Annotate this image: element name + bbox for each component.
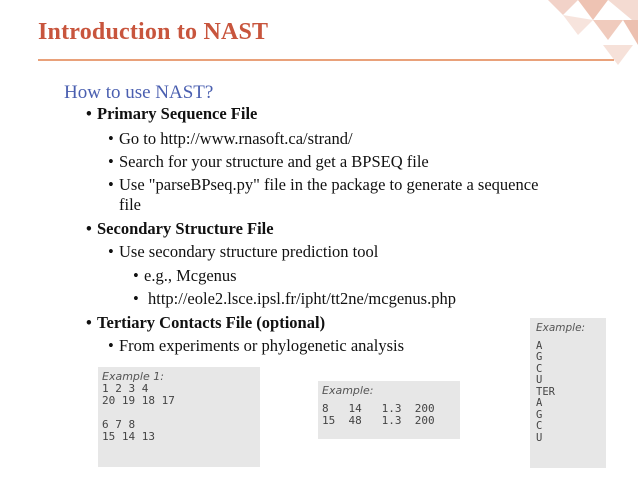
section-tertiary-heading: • Tertiary Contacts File (optional) <box>86 313 326 332</box>
example1-line: 20 19 18 17 <box>102 394 175 407</box>
example1-line: 6 7 8 <box>102 418 136 431</box>
example2-header: Example: <box>322 384 374 397</box>
list-item: • From experiments or phylogenetic analysis <box>108 336 405 355</box>
list-item: • Go to http://www.rnasoft.ca/strand/ <box>108 129 353 148</box>
example3-line: C <box>536 420 543 432</box>
example2-line: 15 48 1.3 200 <box>322 414 435 427</box>
example1-box <box>98 367 260 467</box>
example3-line: A <box>536 339 543 352</box>
example3-line: G <box>536 351 543 363</box>
example3-line: G <box>536 408 543 421</box>
slide-title: Introduction to NAST <box>38 19 269 45</box>
level0-bullet: How to use NAST? <box>64 82 214 103</box>
example3-header: Example: <box>536 322 586 334</box>
list-item: • Use "parseBPseq.py" file in the package to generate a sequence <box>108 175 539 194</box>
example3-line: TER <box>536 385 555 398</box>
example1-line: 1 2 3 4 <box>102 382 149 395</box>
example3-box <box>530 318 606 468</box>
example3-line: U <box>536 374 543 386</box>
bullet-dot: • <box>86 104 92 123</box>
example1-header: Example 1: <box>102 370 164 383</box>
example3-line: U <box>536 431 543 444</box>
example3-line: C <box>536 362 543 375</box>
list-item: • Search for your structure and get a BPSEQ file <box>108 152 429 171</box>
example3-line: A <box>536 397 543 409</box>
section-secondary-heading: • Secondary Structure File <box>86 219 274 238</box>
title-divider <box>38 59 614 61</box>
list-subitem: • http://eole2.lsce.ipsl.fr/ipht/tt2ne/mcgenus.php <box>133 289 456 308</box>
example2-line: 8 14 1.3 200 <box>322 402 435 415</box>
section-primary-heading: • Primary Sequence File <box>86 104 258 123</box>
list-item: • Use secondary structure prediction tool <box>108 242 379 261</box>
example2-box <box>318 381 460 439</box>
list-subitem: • e.g., Mcgenus <box>133 266 237 285</box>
list-item-continuation: file <box>119 195 141 214</box>
example1-line: 15 14 13 <box>102 430 155 443</box>
